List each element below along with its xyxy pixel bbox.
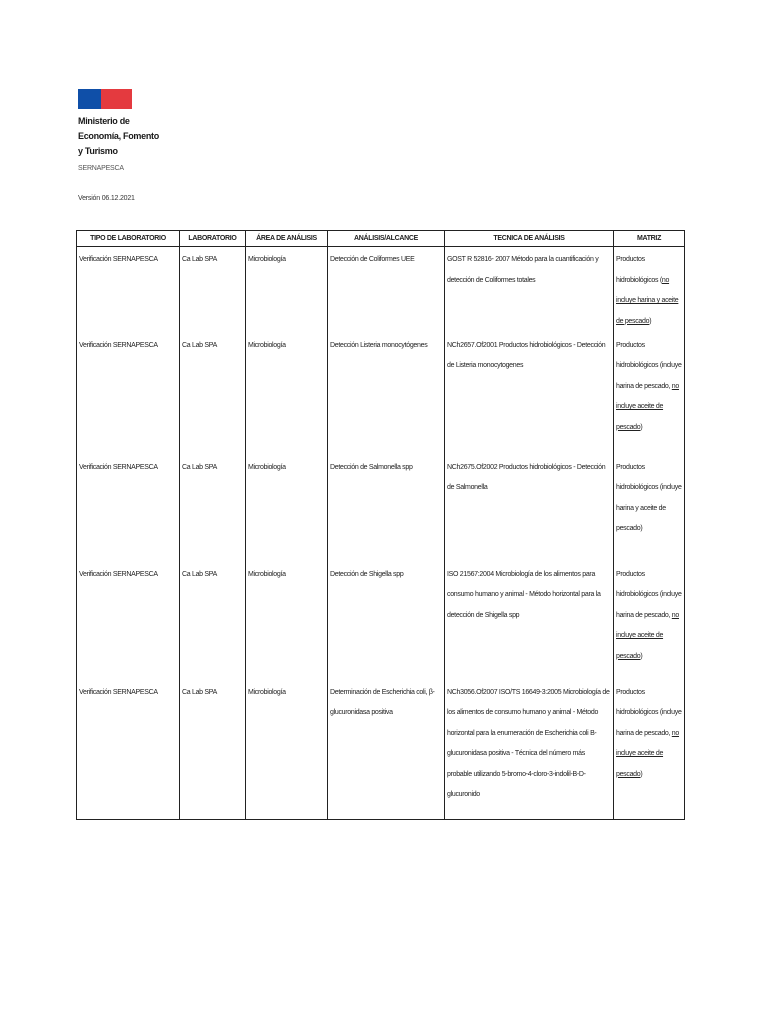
cell-tecnica: ISO 21567:2004 Microbiología de los alimentos para consumo humano y animal - Método horizontal para la detección de Shigella spp [445,562,614,680]
matrix-underlined-text: no [661,276,670,284]
cell-tecnica: NCh2675.Of2002 Productos hidrobiológicos - Detección de Salmonella [445,455,614,562]
matrix-underlined-text: de pescado [616,317,650,325]
cell-tipo: Verificación SERNAPESCA [77,247,180,333]
cell-laboratorio: Ca Lab SPA [180,333,246,455]
matrix-text: harina de pescado, [616,729,672,737]
cell-area: Microbiología [246,562,328,680]
table-row [77,333,685,455]
matrix-underlined-text: pescado [616,770,641,778]
matrix-line: incluye aceite de [616,750,664,757]
version-label: Versión 06.12.2021 [78,195,135,202]
cell-matriz [614,455,685,562]
laboratory-table [76,230,685,820]
column-header-tecnica: TECNICA DE ANÁLISIS [445,231,614,247]
matrix-line [616,377,682,398]
table-row [77,562,685,680]
matrix-line: hidrobiológicos (incluye [616,709,682,716]
logo-blue-block [78,89,101,109]
column-header-laboratorio: LABORATORIO [180,231,246,247]
cell-laboratorio: Ca Lab SPA [180,455,246,562]
matrix-text: harina de pescado, [616,611,672,619]
cell-laboratorio: Ca Lab SPA [180,247,246,333]
matrix-line: Productos [616,570,645,578]
cell-analisis: Detección de Shigella spp [328,562,445,680]
cell-matriz [614,562,685,680]
matrix-line: hidrobiológicos (incluye [616,591,682,598]
matrix-underlined-text: pescado [616,423,641,431]
cell-tecnica: NCh3056.Of2007 ISO/TS 16649-3:2005 Microbiología de los alimentos de consumo humano y animal - Método horizontal para la enumeración de Escherichia coli B-glucuronidasa positiva - Técnica del número más probable utilizando 5-bromo-4-cloro-3-indolil-B-D-glucuronido [445,680,614,820]
matrix-line: incluye harina y aceite [616,297,679,304]
matrix-line [616,647,682,668]
cell-matriz [614,333,685,455]
ministry-line: Economía, Fomento [78,131,159,141]
matrix-text: ) [640,770,643,778]
matrix-underlined-text: pescado [616,652,641,660]
government-logo [78,89,132,109]
matrix-line: harina y aceite de [616,504,666,512]
matrix-line: pescado) [616,525,643,532]
matrix-line [616,418,682,439]
cell-tecnica: NCh2657.Of2001 Productos hidrobiológicos - Detección de Listeria monocytogenes [445,333,614,455]
agency-name: SERNAPESCA [78,165,124,172]
matrix-line: Productos [616,256,645,263]
matrix-line: incluye aceite de [616,403,664,410]
column-header-matriz: MATRIZ [614,231,685,247]
cell-analisis: Detección de Salmonella spp [328,455,445,562]
cell-area: Microbiología [246,455,328,562]
table-row [77,455,685,562]
table-row [77,680,685,820]
matrix-underlined-text: no [671,729,679,737]
matrix-underlined-text: no [671,611,679,619]
cell-laboratorio: Ca Lab SPA [180,562,246,680]
matrix-line: hidrobiológicos (incluye [616,484,682,491]
matrix-line [616,271,682,292]
cell-matriz [614,247,685,333]
cell-laboratorio: Ca Lab SPA [180,680,246,820]
cell-area: Microbiología [246,247,328,333]
column-header-analisis: ANÁLISIS/ALCANCE [328,231,445,247]
matrix-line: Productos [616,463,645,471]
ministry-line: y Turismo [78,146,118,156]
cell-tipo: Verificación SERNAPESCA [77,455,180,562]
matrix-line: incluye aceite de [616,632,664,639]
cell-analisis: Detección Listeria monocytógenes [328,333,445,455]
table-row [77,247,685,333]
cell-tecnica: GOST R 52816- 2007 Método para la cuantificación y detección de Coliformes totales [445,247,614,333]
cell-tipo: Verificación SERNAPESCA [77,680,180,820]
cell-matriz [614,680,685,820]
matrix-line [616,724,682,745]
matrix-text: harina de pescado, [616,382,672,390]
cell-tipo: Verificación SERNAPESCA [77,562,180,680]
matrix-underlined-text: no [671,382,679,390]
matrix-text: ) [640,652,643,660]
cell-analisis: Determinación de Escherichia coli, β-glucuronidasa positiva [328,680,445,820]
matrix-line [616,606,682,627]
ministry-line: Ministerio de [78,116,130,126]
table-header-row [77,231,685,247]
matrix-line: Productos [616,688,645,696]
matrix-line: hidrobiológicos (incluye [616,362,682,369]
matrix-line: Productos [616,341,645,349]
matrix-text: ) [640,423,643,431]
cell-area: Microbiología [246,333,328,455]
column-header-area: ÁREA DE ANÁLISIS [246,231,328,247]
matrix-line [616,765,682,786]
ministry-name [78,114,159,159]
cell-analisis: Detección de Coliformes UEE [328,247,445,333]
cell-tipo: Verificación SERNAPESCA [77,333,180,455]
matrix-line [616,312,682,333]
logo-red-block [101,89,132,109]
matrix-text: ) [649,317,652,325]
cell-area: Microbiología [246,680,328,820]
column-header-tipo: TIPO DE LABORATORIO [77,231,180,247]
matrix-text: hidrobiológicos ( [616,276,662,284]
